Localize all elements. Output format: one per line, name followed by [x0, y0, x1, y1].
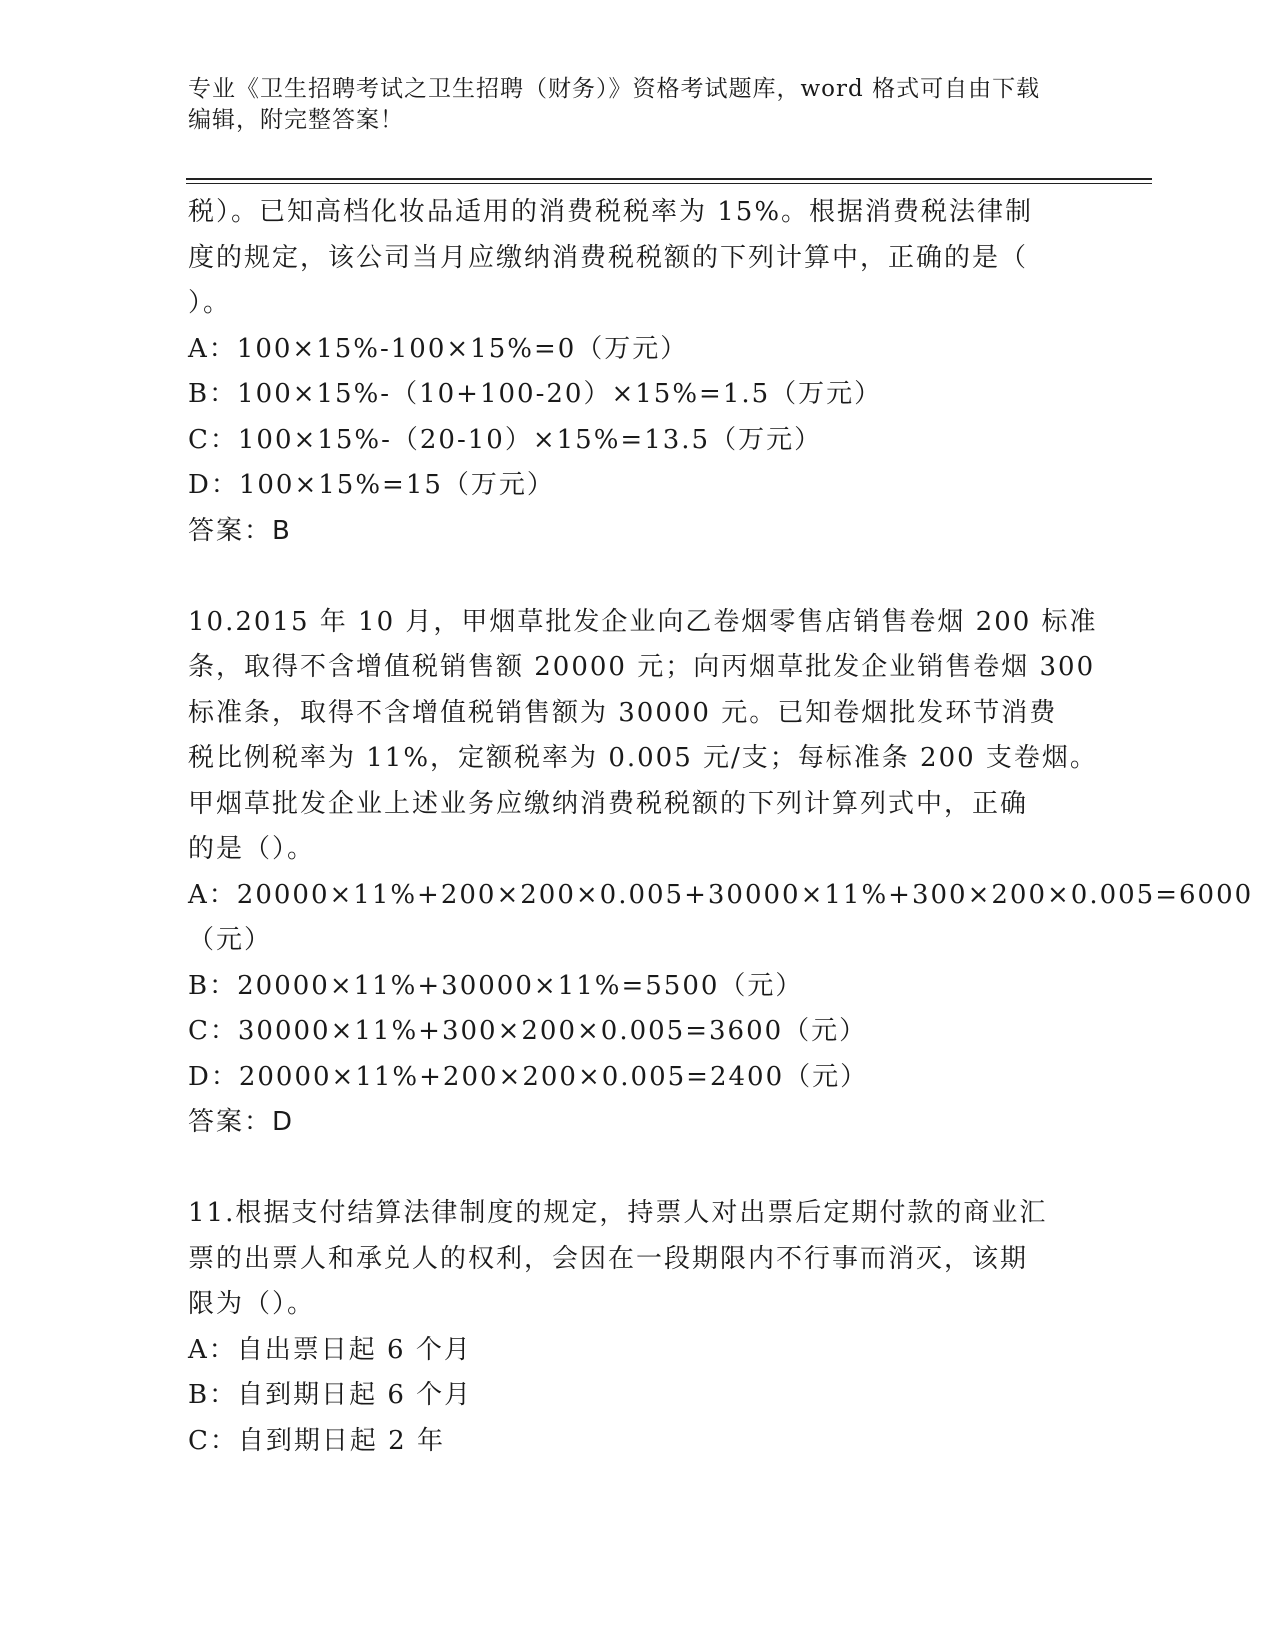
option-a: A：自出票日起 6 个月: [188, 1334, 472, 1365]
option-b: B：20000×11%+30000×11%=5500（元）: [188, 970, 804, 1001]
question-9: [188, 190, 1088, 554]
question-10: [188, 600, 1254, 1146]
option-a-continuation: （元）: [188, 925, 273, 955]
header-divider-thin: [186, 183, 1152, 184]
question-stem-line: 11.根据支付结算法律制度的规定，持票人对出票后定期付款的商业汇: [188, 1198, 1048, 1228]
question-stem-line: 限为（）。: [188, 1289, 316, 1319]
question-stem-line: 票的出票人和承兑人的权利，会因在一段期限内不行事而消灭，该期: [188, 1243, 1029, 1274]
option-d: D：100×15%=15（万元）: [188, 470, 555, 500]
question-11: [188, 1191, 1088, 1464]
question-stem-line: 税）。已知高档化妆品适用的消费税税率为 15%。根据消费税法律制: [188, 197, 1034, 227]
question-stem-line: 标准条，取得不含增值税销售额为 30000 元。已知卷烟批发环节消费: [188, 697, 1058, 728]
answer-line: 答案：B: [188, 515, 292, 546]
question-stem-line: 的是（）。: [188, 834, 316, 864]
option-c: C：30000×11%+300×200×0.005=3600（元）: [188, 1016, 868, 1046]
question-stem-line: ）。: [188, 288, 232, 318]
question-stem-line: 条，取得不含增值税销售额 20000 元；向丙烟草批发企业销售卷烟 300: [188, 652, 1096, 682]
spacer: [188, 1146, 1088, 1192]
question-stem-line: 10.2015 年 10 月，甲烟草批发企业向乙卷烟零售店销售卷烟 200 标准: [188, 606, 1098, 637]
option-a: A：20000×11%+200×200×0.005+30000×11%+300×200×0.005=6000: [188, 879, 1254, 910]
option-c: C：自到期日起 2 年: [188, 1425, 445, 1456]
option-b: B：自到期日起 6 个月: [188, 1380, 473, 1410]
option-a: A：100×15%-100×15%=0（万元）: [188, 333, 689, 364]
question-stem-line: 甲烟草批发企业上述业务应缴纳消费税税额的下列计算列式中，正确: [188, 788, 1029, 819]
answer-line: 答案：D: [188, 1107, 295, 1137]
question-stem-line: 税比例税率为 11%，定额税率为 0.005 元/支；每标准条 200 支卷烟。: [188, 743, 1098, 773]
option-d: D：20000×11%+200×200×0.005=2400（元）: [188, 1061, 869, 1092]
question-content: [188, 190, 1254, 1464]
spacer: [188, 554, 1088, 600]
header-line-2: 编辑，附完整答案！: [188, 107, 404, 133]
option-b: B：100×15%-（10+100-20）×15%=1.5（万元）: [188, 379, 883, 409]
header-line-1: 专业《卫生招聘考试之卫生招聘（财务）》资格考试题库，word 格式可自由下载: [188, 76, 1041, 102]
option-c: C：100×15%-（20-10）×15%=13.5（万元）: [188, 424, 823, 455]
question-stem-line: 度的规定，该公司当月应缴纳消费税税额的下列计算中，正确的是（: [188, 242, 1029, 273]
document-header: [188, 74, 1088, 136]
header-divider-thick: [186, 178, 1152, 180]
